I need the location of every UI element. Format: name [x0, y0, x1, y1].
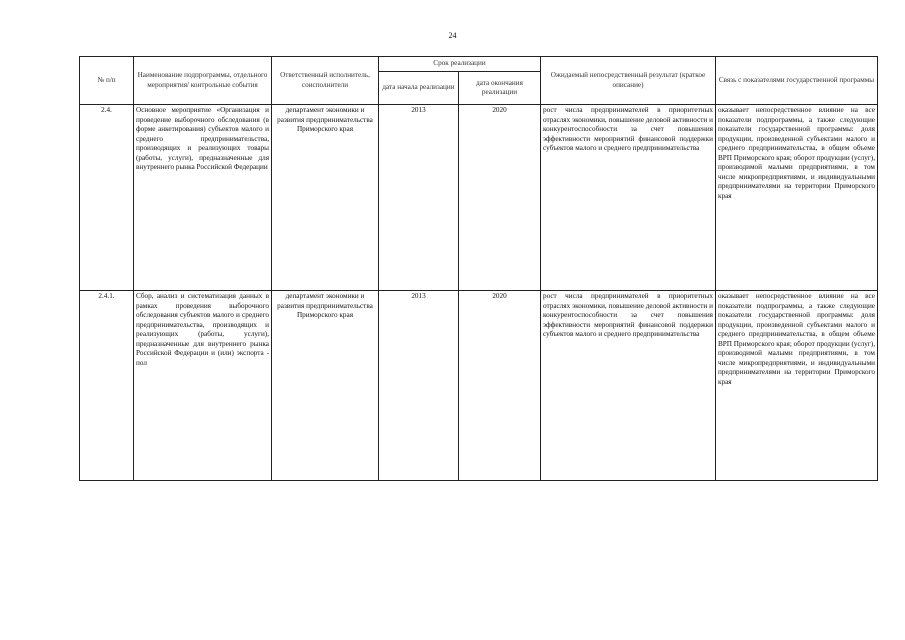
- table-row: [80, 291, 878, 481]
- header-period: Срок реализации: [379, 57, 541, 72]
- row-num: 2.4.1.: [80, 291, 134, 481]
- row-num: 2.4.: [80, 105, 134, 291]
- program-events-table: [79, 56, 878, 481]
- row-result: рост числа предпринимателей в приоритетных отраслях экономики, повышение деловой активности и конкурентоспособности за счет повышения эффективности мероприятий финансовой поддержки субъектов малого и среднего предпринимательства: [541, 291, 716, 481]
- header-result: Ожидаемый непосредственный результат (краткое описание): [541, 57, 716, 105]
- header-name: Наименование подпрограммы, отдельного мероприятия/ контрольные события: [134, 57, 272, 105]
- row-name: Основное мероприятие «Организация и проведение выборочного обследования (в форме анкетирования) субъектов малого и среднего предпринимательства, производящих и реализующих товары (работы, услуги), предназначенные для внутреннего рынка Российской Федерации: [134, 105, 272, 291]
- header-link: Связь с показателями государственной программы: [716, 57, 878, 105]
- row-name: Сбор, анализ и систематизация данных в рамках проведения выборочного обследования субъектов малого и среднего предпринимательства, производящих и реализующих (работы, услуги), предназначенные для внутреннего рынка Российской Федерации и (или) экспорта - пол: [134, 291, 272, 481]
- row-start: 2013: [379, 291, 459, 481]
- row-link: оказывает непосредственное влияние на все показатели подпрограммы, а также следующие показатели государственной программы: доля продукции, произведенной субъектами малого и среднего предпринимательства, в общем объеме ВРП Приморского края; оборот продукции (услуг), производимой малыми предприятиями, в том числе микропредприятиями, и индивидуальными предпринимателями на территории Приморского края: [716, 105, 878, 291]
- table-row: [80, 105, 878, 291]
- row-end: 2020: [459, 105, 541, 291]
- row-end: 2020: [459, 291, 541, 481]
- row-result: рост числа предпринимателей в приоритетных отраслях экономики, повышение деловой активности и конкурентоспособности за счет повышения эффективности мероприятий финансовой поддержки субъектов малого и среднего предпринимательства: [541, 105, 716, 291]
- header-responsible: Ответственный исполнитель, соисполнители: [272, 57, 379, 105]
- row-start: 2013: [379, 105, 459, 291]
- row-responsible: департамент экономики и развития предпринимательства Приморского края: [272, 105, 379, 291]
- header-num: № п/п: [80, 57, 134, 105]
- header-row: [80, 57, 878, 72]
- page-number: 24: [448, 31, 457, 40]
- header-end: дата окончания реализации: [459, 72, 541, 105]
- row-link: оказывает непосредственное влияние на все показатели подпрограммы, а также следующие показатели государственной программы: доля продукции, произведенной субъектами малого и среднего предпринимательства, в общем объеме ВРП Приморского края; оборот продукции (услуг), производимой малыми предприятиями, в том числе микропредприятиями, и индивидуальными предпринимателями на территории Приморского края: [716, 291, 878, 481]
- header-start: дата начала реализации: [379, 72, 459, 105]
- row-responsible: департамент экономики и развития предпринимательства Приморского края: [272, 291, 379, 481]
